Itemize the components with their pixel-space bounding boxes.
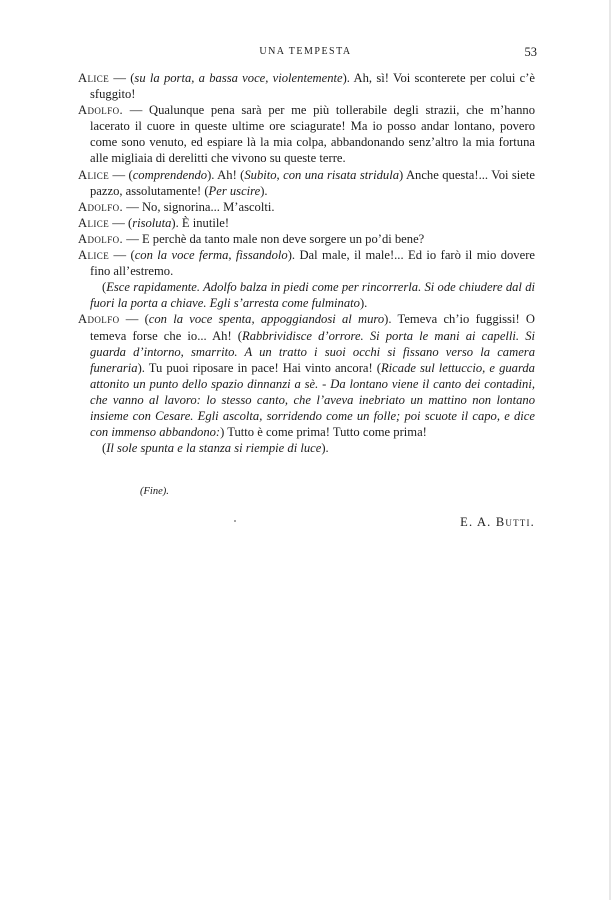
text-run: — E perchè da tanto male non deve sorgere un po’di bene? [123, 231, 425, 246]
speaker-name: Alice [78, 71, 110, 85]
stage-direction: su la porta, a bassa voce, violentemente [134, 71, 343, 85]
speaker-name: Alice [78, 215, 110, 230]
text-run: — ( [109, 248, 135, 263]
end-marker [140, 486, 169, 497]
speech-adolfo-4 [78, 311, 535, 440]
fine-label: (Fine). [140, 486, 169, 497]
text-run: ) Anche questa!... Voi siete pazzo, assolutamente! ( [90, 167, 535, 198]
stage-direction: con la voce ferma, fissandolo [134, 248, 288, 263]
text-run: — Qualunque pena sarà per me più tollerabile degli strazii, che m’hanno lacerato il cuore in queste ultime ore sciagurate! Ma io posso andar lontano, povero come sono venuto, ed espiare là la mia colpa, abbandonando senz’altro la mia fortuna alle migliaia di derelitti che vivono su queste terre. [90, 103, 535, 166]
page-number: 53 [524, 45, 537, 59]
speaker-name: Adolfo. [78, 231, 124, 246]
stage-direction-block-2 [78, 440, 535, 456]
page-header [0, 46, 611, 62]
speaker-name: Alice [78, 167, 110, 182]
text-run: — ( [119, 312, 149, 327]
running-title: UNA TEMPESTA [259, 46, 352, 57]
speech-adolfo-2 [78, 199, 535, 215]
text-run: ( [102, 280, 107, 295]
text-run: ). È inutile! [171, 215, 230, 230]
stage-direction: Per uscire [208, 183, 261, 198]
text-run: ). Temeva ch’io fuggissi! O temeva forse che io... Ah! ( [90, 312, 535, 343]
speaker-name: Adolfo. [78, 103, 124, 118]
stage-direction: Il sole spunta e la stanza si riempie di luce [106, 441, 322, 456]
text-run: ). [321, 441, 329, 456]
text-run: ). Dal male, il male!... Ed io farò il mio dovere fino all’estremo. [90, 248, 535, 279]
text-run: ). [359, 296, 368, 311]
stage-direction: Subito, con una risata stridula [244, 167, 400, 182]
text-run: — ( [109, 71, 135, 85]
stage-direction: Rabbrividisce d’orrore. Si porta le mani ai capelli. Si guarda d’intorno, smarrito. A un tratto i suoi occhi si fissano verso la camera funeraria [90, 328, 535, 375]
stage-direction: risoluta [132, 215, 172, 230]
text-run: — ( [109, 215, 133, 230]
speaker-name: Adolfo. [78, 199, 124, 214]
speech-alice-1 [78, 70, 535, 102]
text-run: ). [260, 183, 268, 198]
text-run: ). Ah! ( [207, 167, 245, 182]
stage-direction: comprendendo [132, 167, 208, 182]
stage-direction: Ricade sul lettuccio, e guarda attonito un punto dello spazio dinnanzi a sè. - Da lontano viene il canto dei contadini, che vanno al lavoro: lo stesso canto, che l’aveva inebriato un mattino non lontano insieme con Cesare. Egli ascolta, sorridendo come un folle; poi scuote il capo, e dice con immenso abbandono: [90, 360, 535, 440]
ink-speck [234, 520, 236, 522]
speech-alice-4 [78, 247, 535, 279]
speaker-name: Alice [78, 248, 110, 263]
play-text [78, 70, 535, 456]
author-initials: E. A. [460, 515, 496, 529]
speech-adolfo-3 [78, 231, 535, 247]
stage-direction-block-1 [78, 279, 535, 311]
author-surname: Butti. [495, 515, 535, 529]
speech-adolfo-1 [78, 102, 535, 166]
stage-direction: Esce rapidamente. Adolfo balza in piedi come per rincorrerla. Si ode chiudere dal di fuori la porta a chiave. Egli s’arresta come fulminato [90, 280, 535, 311]
text-run: ). Ah, sì! Voi sconterete per colui c’è sfuggito! [90, 71, 535, 102]
author-signature [460, 515, 535, 530]
text-run: — No, signorina... M’ascolti. [123, 199, 275, 214]
speech-alice-3 [78, 215, 535, 231]
text-run: ). Tu puoi riposare in pace! Hai vinto ancora! ( [137, 360, 381, 375]
text-run: ) Tutto è come prima! Tutto come prima! [220, 425, 427, 440]
stage-direction: con la voce spenta, appoggiandosi al muro [148, 312, 385, 327]
speech-alice-2 [78, 167, 535, 199]
text-run: — ( [109, 167, 133, 182]
text-run: ( [102, 441, 107, 456]
speaker-name: Adolfo [78, 312, 120, 327]
